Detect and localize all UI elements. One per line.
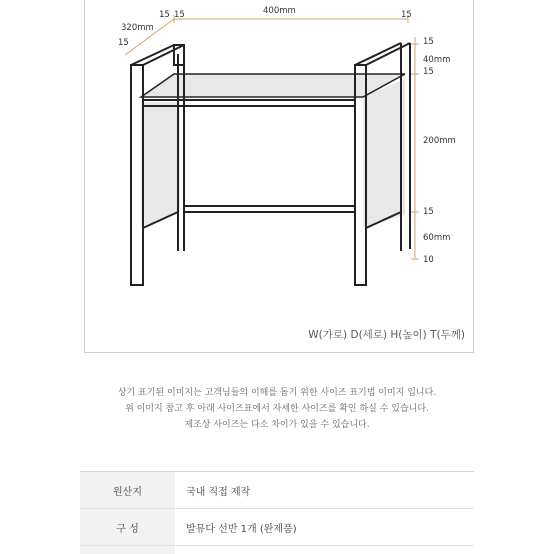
right-side-panel <box>363 79 405 227</box>
size-notes <box>0 385 554 433</box>
dim-top-post-left-outer: 15 <box>174 10 185 20</box>
spec-value-origin: 국내 직접 제작 <box>186 486 251 498</box>
dim-depth: 320mm <box>121 23 154 33</box>
shelf-drawing <box>85 0 475 354</box>
dim-right-foot: 10 <box>423 255 434 265</box>
note-line: 제조상 사이즈는 다소 차이가 있을 수 있습니다. <box>184 420 370 430</box>
note-line: 상기 표기된 이미지는 고객님들의 이해를 돕기 위한 사이즈 표기법 이미지 입니다. <box>117 388 437 398</box>
spec-value-extra <box>175 546 474 554</box>
product-size-diagram <box>84 0 474 353</box>
left-side-panel <box>141 102 180 227</box>
spec-value-composition: 발뮤다 선반 1개 (완제품) <box>186 523 297 535</box>
spec-key-composition: 구 성 <box>80 509 175 545</box>
dim-right-lower-shelf: 15 <box>423 207 434 217</box>
dim-left-side: 15 <box>118 38 129 48</box>
table-row <box>80 472 474 509</box>
dim-width: 400mm <box>263 6 296 16</box>
table-row <box>80 509 474 546</box>
spec-key-origin: 원산지 <box>80 472 175 508</box>
dim-top-post-right: 15 <box>401 10 412 20</box>
table-row <box>80 546 474 554</box>
dim-right-upper: 40mm <box>423 55 451 65</box>
spec-key-extra <box>80 546 175 554</box>
dim-right-bottom: 60mm <box>423 233 451 243</box>
dim-right-top: 15 <box>423 37 434 47</box>
dim-top-post-left: 15 <box>159 10 170 20</box>
note-line: 위 이미지 참고 후 아래 사이즈표에서 자세한 사이즈를 확인 하실 수 있습니다. <box>125 404 429 414</box>
dim-right-shelf: 15 <box>423 67 434 77</box>
dim-right-middle: 200mm <box>423 136 456 146</box>
dimension-legend: W(가로) D(세로) H(높이) T(두께) <box>308 329 465 341</box>
spec-table <box>80 471 474 554</box>
